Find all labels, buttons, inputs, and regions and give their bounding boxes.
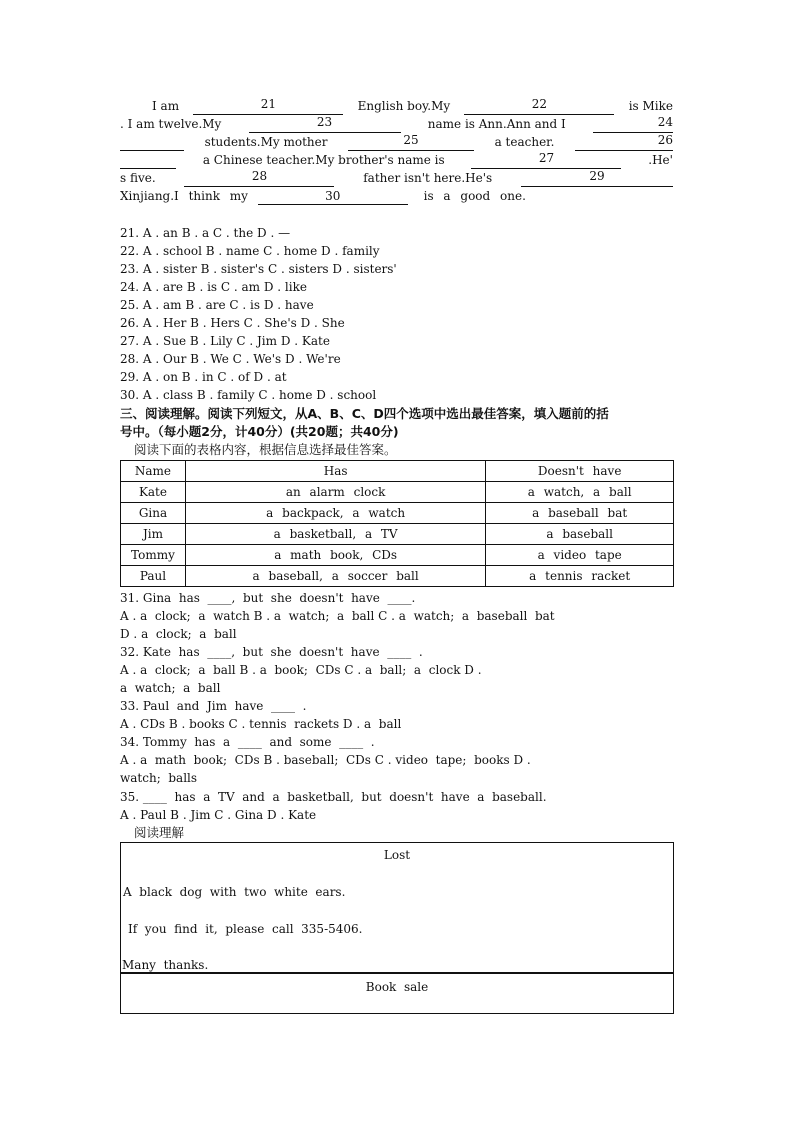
cloze-text: name is Ann.Ann and I	[427, 117, 566, 131]
notice-line: Many thanks.	[122, 958, 209, 972]
question-options: A . Paul B . Jim C . Gina D . Kate	[120, 808, 317, 822]
header-cell: Has	[185, 461, 485, 482]
header-cell: Doesn't have	[486, 461, 674, 482]
blank-25[interactable]: 25	[348, 133, 474, 151]
table-cell: a watch, a ball	[486, 482, 674, 503]
reading-label: 阅读理解	[134, 825, 185, 840]
blank-26-cont	[120, 151, 176, 169]
blank-26[interactable]: 26	[575, 133, 673, 151]
table-cell: a baseball, a soccer ball	[185, 566, 485, 587]
question-options: A . a clock; a watch B . a watch; a ball C . a watch; a baseball bat	[120, 609, 555, 623]
cloze-line-2	[120, 115, 673, 133]
table-row	[121, 545, 674, 566]
table-row	[121, 503, 674, 524]
cloze-line-3	[120, 133, 673, 151]
table-cell: Gina	[121, 503, 186, 524]
table-cell: Paul	[121, 566, 186, 587]
blank-27[interactable]: 27	[471, 151, 621, 169]
table-instruction: 阅读下面的表格内容，根据信息选择最佳答案。	[134, 442, 397, 457]
table-cell: a backpack, a watch	[185, 503, 485, 524]
table-row	[121, 482, 674, 503]
question-32: 32. Kate has ____, but she doesn't have ____ .	[120, 645, 423, 659]
question-options: D . a clock; a ball	[120, 627, 237, 641]
lost-notice	[120, 842, 674, 974]
cloze-text: students.My mother	[204, 135, 328, 149]
blank-29[interactable]: 29	[521, 169, 673, 187]
blank-30[interactable]: 30	[258, 189, 408, 205]
table-cell: a baseball	[486, 524, 674, 545]
option-line: 26. A . Her B . Hers C . She's D . She	[120, 316, 345, 330]
table-cell: a video tape	[486, 545, 674, 566]
cloze-text: father isn't here.He's	[363, 171, 493, 185]
question-34: 34. Tommy has a ____ and some ____ .	[120, 735, 375, 749]
cloze-text: . I am twelve.My	[120, 117, 222, 131]
header-cell: Name	[121, 461, 186, 482]
option-line: 24. A . are B . is C . am D . like	[120, 280, 307, 294]
cloze-text: s five.	[120, 171, 156, 185]
blank-28[interactable]: 28	[184, 169, 334, 187]
book-sale-notice	[120, 972, 674, 1014]
question-options: A . a math book; CDs B . baseball; CDs C . video tape; books D .	[120, 753, 531, 767]
option-line: 27. A . Sue B . Lily C . Jim D . Kate	[120, 334, 330, 348]
cloze-text: a teacher.	[494, 135, 555, 149]
option-line: 21. A . an B . a C . the D . —	[120, 226, 291, 240]
table-cell: an alarm clock	[185, 482, 485, 503]
table-cell: Kate	[121, 482, 186, 503]
cloze-text: .He'	[648, 153, 673, 167]
blank-24[interactable]: 24	[593, 115, 673, 133]
notice-line: A black dog with two white ears.	[123, 885, 346, 899]
cloze-line-4	[120, 151, 673, 169]
cloze-text: I am	[152, 99, 180, 113]
table-header-row	[121, 461, 674, 482]
blank-23[interactable]: 23	[249, 115, 401, 133]
table-cell: Tommy	[121, 545, 186, 566]
cloze-line-1	[120, 97, 673, 115]
cloze-text: Xinjiang.I think my	[120, 189, 248, 203]
table-cell: Jim	[121, 524, 186, 545]
table-cell: a tennis racket	[486, 566, 674, 587]
table-cell: a baseball bat	[486, 503, 674, 524]
option-line: 28. A . Our B . We C . We's D . We're	[120, 352, 341, 366]
cloze-line-6	[120, 187, 673, 205]
section-heading-cont: 号中。（每小题2分，计40分）(共20题；共40分)	[120, 424, 399, 439]
question-options: A . CDs B . books C . tennis rackets D . a ball	[120, 717, 402, 731]
option-line: 29. A . on B . in C . of D . at	[120, 370, 287, 384]
table-row	[121, 566, 674, 587]
section-heading: 三、阅读理解。阅读下列短文，从A、B、C、D四个选项中选出最佳答案，填入题前的括	[120, 406, 609, 421]
question-33: 33. Paul and Jim have ____ .	[120, 699, 307, 713]
blank-22[interactable]: 22	[464, 97, 614, 115]
option-line: 25. A . am B . are C . is D . have	[120, 298, 314, 312]
cloze-text: English boy.My	[357, 99, 451, 113]
option-line: 22. A . school B . name C . home D . family	[120, 244, 380, 258]
cloze-line-5	[120, 169, 673, 187]
cloze-text: is Mike	[628, 99, 673, 113]
table-cell: a math book, CDs	[185, 545, 485, 566]
notice-title: Lost	[383, 848, 411, 862]
blank-21[interactable]: 21	[193, 97, 343, 115]
question-35: 35. ____ has a TV and a basketball, but doesn't have a baseball.	[120, 790, 547, 804]
table-cell: a basketball, a TV	[185, 524, 485, 545]
cloze-text: a Chinese teacher.My brother's name is	[202, 153, 445, 167]
notice-line: If you find it, please call 335-5406.	[128, 922, 363, 936]
cloze-text: is a good one.	[423, 189, 526, 203]
question-options: a watch; a ball	[120, 681, 221, 695]
blank-24-cont	[120, 133, 184, 151]
option-line: 23. A . sister B . sister's C . sisters D . sisters'	[120, 262, 397, 276]
question-options: watch; balls	[120, 771, 198, 785]
question-31: 31. Gina has ____, but she doesn't have ____.	[120, 591, 416, 605]
question-options: A . a clock; a ball B . a book; CDs C . a ball; a clock D .	[120, 663, 482, 677]
info-table	[120, 460, 674, 587]
table-row	[121, 524, 674, 545]
book-sale-title: Book sale	[365, 980, 429, 994]
option-line: 30. A . class B . family C . home D . school	[120, 388, 377, 402]
